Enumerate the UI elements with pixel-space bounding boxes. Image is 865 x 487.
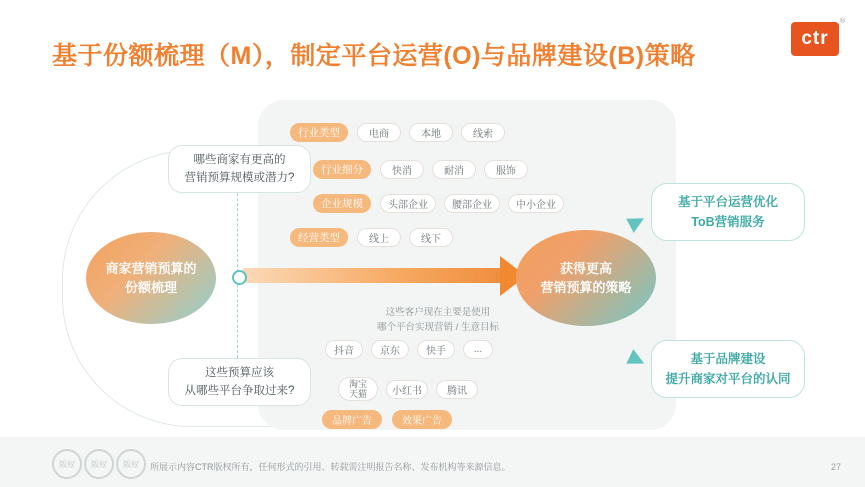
flow-arrow-body [243, 268, 508, 283]
tag-row-label-operation-type: 经营类型 [290, 228, 348, 247]
note-line1: 这些客户现在主要是使用 [385, 307, 491, 318]
seal-icon-3: 版权 [116, 449, 146, 479]
tag-offline[interactable]: 线下 [409, 228, 453, 247]
question-bubble-budget-source[interactable] [168, 358, 311, 406]
tag-leads[interactable]: 线索 [461, 123, 505, 142]
tag-platform-xiaohongshu[interactable]: 小红书 [386, 380, 428, 399]
tag-platform-tencent[interactable]: 腾讯 [436, 380, 478, 399]
page-title: 基于份额梳理（M），制定平台运营(O)与品牌建设(B)策略 [52, 42, 696, 70]
tag-local[interactable]: 本地 [409, 123, 453, 142]
tag-row-label-industry-segment: 行业细分 [313, 160, 371, 179]
tag-sme-enterprise[interactable]: 中小企业 [508, 194, 564, 213]
outcome-box-brand-building[interactable] [651, 340, 805, 398]
tag-platform-jd[interactable]: 京东 [371, 340, 409, 359]
question-1-line1: 哪些商家有更高的 [193, 153, 286, 166]
core-right-label-line1: 获得更高 [559, 260, 612, 276]
tag-fmcg[interactable]: 快消 [380, 160, 424, 179]
tag-online[interactable]: 线上 [357, 228, 401, 247]
outcome-box-platform-operation[interactable] [651, 183, 805, 241]
seal-icon-2: 版权 [84, 449, 114, 479]
tag-brand-advertising[interactable]: 品牌广告 [322, 410, 382, 429]
logo-registered-mark: ® [839, 18, 845, 25]
ctr-logo: ctr [791, 22, 839, 56]
tag-platform-more[interactable]: ... [463, 340, 493, 359]
core-left-label-line2: 份额梳理 [124, 280, 177, 295]
core-left-ellipse [86, 232, 216, 324]
page-number: 27 [830, 462, 841, 472]
tag-ecommerce[interactable]: 电商 [357, 123, 401, 142]
question-1-line2: 营销预算规模或潜力? [184, 172, 295, 184]
outcome-2-line1: 基于品牌建设 [690, 352, 766, 366]
question-bubble-budget-scale[interactable] [168, 145, 311, 193]
tag-platform-taobao-line2: 天猫 [349, 389, 368, 399]
question-2-line1: 这些预算应该 [205, 366, 274, 379]
copyright-text: 所展示内容CTR版权所有，任何形式的引用、转载需注明报告名称、发布机构等来源信息。 [150, 462, 511, 472]
question-2-line2: 从哪些平台争取过来? [184, 385, 295, 397]
tag-platform-douyin[interactable]: 抖音 [325, 340, 363, 359]
tag-platform-taobao-tmall[interactable] [338, 377, 378, 401]
tag-durables[interactable]: 耐消 [432, 160, 476, 179]
tag-row-label-industry-type: 行业类型 [290, 123, 348, 142]
outcome-2-line2: 提升商家对平台的认同 [665, 372, 791, 386]
tag-platform-kuaishou[interactable]: 快手 [417, 340, 455, 359]
core-right-label-line2: 营销预算的策略 [540, 280, 632, 295]
outcome-1-line1: 基于平台运营优化 [677, 195, 778, 209]
note-line2: 哪个平台实现营销 / 生意目标 [377, 322, 499, 334]
platform-question-note [338, 305, 538, 335]
outcome-1-line2: ToB营销服务 [691, 215, 765, 229]
tag-waist-enterprise[interactable]: 腰部企业 [444, 194, 500, 213]
connector-node [232, 270, 247, 285]
seal-icon-1: 版权 [52, 449, 82, 479]
tag-head-enterprise[interactable]: 头部企业 [380, 194, 436, 213]
tag-row-label-company-size: 企业规模 [313, 194, 371, 213]
core-left-label-line1: 商家营销预算的 [105, 260, 197, 276]
tag-performance-advertising[interactable]: 效果广告 [392, 410, 452, 429]
tag-platform-taobao-line1: 淘宝 [349, 378, 368, 389]
tag-apparel[interactable]: 服饰 [484, 160, 528, 179]
